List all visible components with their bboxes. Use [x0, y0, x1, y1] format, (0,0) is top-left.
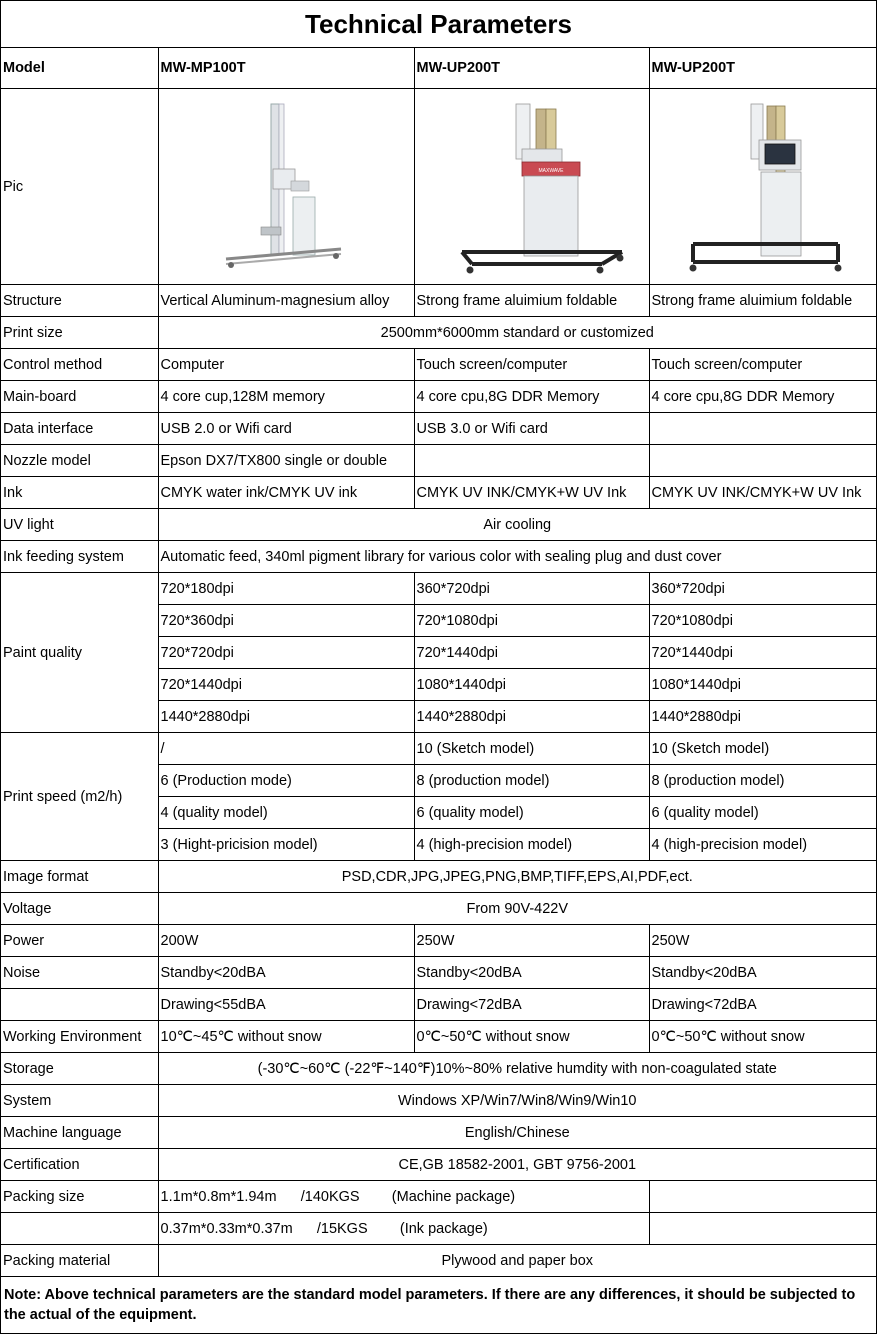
cell: 1080*1440dpi [649, 669, 876, 701]
cell: USB 2.0 or Wifi card [158, 413, 414, 445]
row-label: Data interface [1, 413, 158, 445]
cell: 200W [158, 925, 414, 957]
cell: 720*180dpi [158, 573, 414, 605]
row-label-empty [1, 1213, 158, 1245]
cell: 10℃~45℃ without snow [158, 1021, 414, 1053]
cell: 720*1440dpi [649, 637, 876, 669]
cell: Plywood and paper box [158, 1245, 876, 1277]
row-label: Image format [1, 861, 158, 893]
row-label: Model [1, 48, 158, 89]
model-name: MW-UP200T [649, 48, 876, 89]
row-label: Packing size [1, 1181, 158, 1213]
cell: 720*360dpi [158, 605, 414, 637]
cell: (-30℃~60℃ (-22℉~140℉)10%~80% relative humdity with non-coagulated state [158, 1053, 876, 1085]
row-label: Noise [1, 957, 158, 989]
row-label: Structure [1, 285, 158, 317]
cell: 4 core cpu,8G DDR Memory [649, 381, 876, 413]
cell: 0℃~50℃ without snow [414, 1021, 649, 1053]
row-label: UV light [1, 509, 158, 541]
cell: Drawing<72dBA [649, 989, 876, 1021]
table-row-machine-language [1, 1117, 876, 1149]
cell: CMYK water ink/CMYK UV ink [158, 477, 414, 509]
cell: 6 (quality model) [649, 797, 876, 829]
table-row-control [1, 349, 876, 381]
table-row-data-interface [1, 413, 876, 445]
row-label: Nozzle model [1, 445, 158, 477]
cell: Drawing<72dBA [414, 989, 649, 1021]
table-row-certification [1, 1149, 876, 1181]
row-label-empty [1, 989, 158, 1021]
table-row-print-speed [1, 733, 876, 765]
cell: 2500mm*6000mm standard or customized [158, 317, 876, 349]
cell: 4 (quality model) [158, 797, 414, 829]
cell-empty [649, 1181, 876, 1213]
row-label: System [1, 1085, 158, 1117]
cell: USB 3.0 or Wifi card [414, 413, 649, 445]
row-label: Print speed (m2/h) [1, 733, 158, 861]
cell: 1440*2880dpi [414, 701, 649, 733]
row-label: Paint quality [1, 573, 158, 733]
cell: 720*1440dpi [414, 637, 649, 669]
cell: Standby<20dBA [414, 957, 649, 989]
table-row-noise [1, 957, 876, 989]
row-label: Control method [1, 349, 158, 381]
cell: 360*720dpi [649, 573, 876, 605]
brand-label: MAXWAVE [537, 168, 564, 174]
cell: 720*1440dpi [158, 669, 414, 701]
cell: 360*720dpi [414, 573, 649, 605]
cell: Strong frame aluimium foldable [414, 285, 649, 317]
page-title: Technical Parameters [1, 1, 876, 48]
cell: 3 (Hight-pricision model) [158, 829, 414, 861]
printer-image-up200t-b [649, 89, 876, 285]
touchscreen-printer-illustration [663, 94, 863, 279]
cell: 1.1m*0.8m*1.94m /140KGS (Machine package) [158, 1181, 649, 1213]
row-label: Storage [1, 1053, 158, 1085]
table-row-packing-size [1, 1213, 876, 1245]
cell: Strong frame aluimium foldable [649, 285, 876, 317]
table-row-uv-light [1, 509, 876, 541]
cell: Standby<20dBA [158, 957, 414, 989]
cell: CMYK UV INK/CMYK+W UV Ink [414, 477, 649, 509]
cell: Touch screen/computer [414, 349, 649, 381]
cell: 8 (production model) [414, 765, 649, 797]
vertical-printer-illustration [221, 99, 351, 274]
model-name: MW-MP100T [158, 48, 414, 89]
table-row-print-size [1, 317, 876, 349]
cell: Automatic feed, 340ml pigment library for various color with sealing plug and dust cover [158, 541, 876, 573]
table-row-voltage [1, 893, 876, 925]
row-label: Certification [1, 1149, 158, 1181]
table-row-mainboard [1, 381, 876, 413]
spec-table [1, 48, 876, 1277]
cell: 1440*2880dpi [649, 701, 876, 733]
cell: 1440*2880dpi [158, 701, 414, 733]
table-row-noise [1, 989, 876, 1021]
table-row-packing-size [1, 1181, 876, 1213]
cell: 720*720dpi [158, 637, 414, 669]
cell: Vertical Aluminum-magnesium alloy [158, 285, 414, 317]
footnote: Note: Above technical parameters are the standard model parameters. If there are any differences, it should be subjected to the actual of the equipment. [4, 1287, 856, 1323]
cell: Drawing<55dBA [158, 989, 414, 1021]
cell: 4 (high-precision model) [649, 829, 876, 861]
cell [649, 413, 876, 445]
cell: 4 core cpu,8G DDR Memory [414, 381, 649, 413]
cell: 8 (production model) [649, 765, 876, 797]
row-label: Ink [1, 477, 158, 509]
cell [649, 445, 876, 477]
printer-image-mp100t [158, 89, 414, 285]
cell: CE,GB 18582-2001, GBT 9756-2001 [158, 1149, 876, 1181]
row-label: Working Environment [1, 1021, 158, 1053]
cell: 6 (Production mode) [158, 765, 414, 797]
cell: Standby<20dBA [649, 957, 876, 989]
cell-empty [649, 1213, 876, 1245]
cell: 10 (Sketch model) [649, 733, 876, 765]
row-label: Pic [1, 89, 158, 285]
printer-image-up200t-a [414, 89, 649, 285]
cell: Air cooling [158, 509, 876, 541]
cell: PSD,CDR,JPG,JPEG,PNG,BMP,TIFF,EPS,AI,PDF,ect. [158, 861, 876, 893]
cell: From 90V-422V [158, 893, 876, 925]
row-label: Main-board [1, 381, 158, 413]
row-label: Machine language [1, 1117, 158, 1149]
cell: 10 (Sketch model) [414, 733, 649, 765]
table-row-ink-feeding [1, 541, 876, 573]
table-row-system [1, 1085, 876, 1117]
table-row-packing-material [1, 1245, 876, 1277]
cell: / [158, 733, 414, 765]
cell: Epson DX7/TX800 single or double [158, 445, 414, 477]
cell: 1080*1440dpi [414, 669, 649, 701]
model-name: MW-UP200T [414, 48, 649, 89]
cell [414, 445, 649, 477]
cell: Windows XP/Win7/Win8/Win9/Win10 [158, 1085, 876, 1117]
table-row-power [1, 925, 876, 957]
table-row-pic [1, 89, 876, 285]
table-row-nozzle [1, 445, 876, 477]
cell: Touch screen/computer [649, 349, 876, 381]
table-row-structure [1, 285, 876, 317]
row-label: Packing material [1, 1245, 158, 1277]
cell: 6 (quality model) [414, 797, 649, 829]
row-label: Print size [1, 317, 158, 349]
cell: 250W [649, 925, 876, 957]
row-label: Voltage [1, 893, 158, 925]
table-row-storage [1, 1053, 876, 1085]
cell: 0.37m*0.33m*0.37m /15KGS (Ink package) [158, 1213, 649, 1245]
cell: Computer [158, 349, 414, 381]
table-row-model [1, 48, 876, 89]
cell: 4 core cup,128M memory [158, 381, 414, 413]
row-label: Power [1, 925, 158, 957]
cell: 720*1080dpi [414, 605, 649, 637]
table-row-paint-quality [1, 573, 876, 605]
row-label: Ink feeding system [1, 541, 158, 573]
cell: English/Chinese [158, 1117, 876, 1149]
table-row-ink [1, 477, 876, 509]
frame-printer-illustration [432, 94, 632, 279]
cell: 720*1080dpi [649, 605, 876, 637]
cell: 0℃~50℃ without snow [649, 1021, 876, 1053]
table-row-image-format [1, 861, 876, 893]
cell: 250W [414, 925, 649, 957]
cell: 4 (high-precision model) [414, 829, 649, 861]
cell: CMYK UV INK/CMYK+W UV Ink [649, 477, 876, 509]
table-row-working-env [1, 1021, 876, 1053]
